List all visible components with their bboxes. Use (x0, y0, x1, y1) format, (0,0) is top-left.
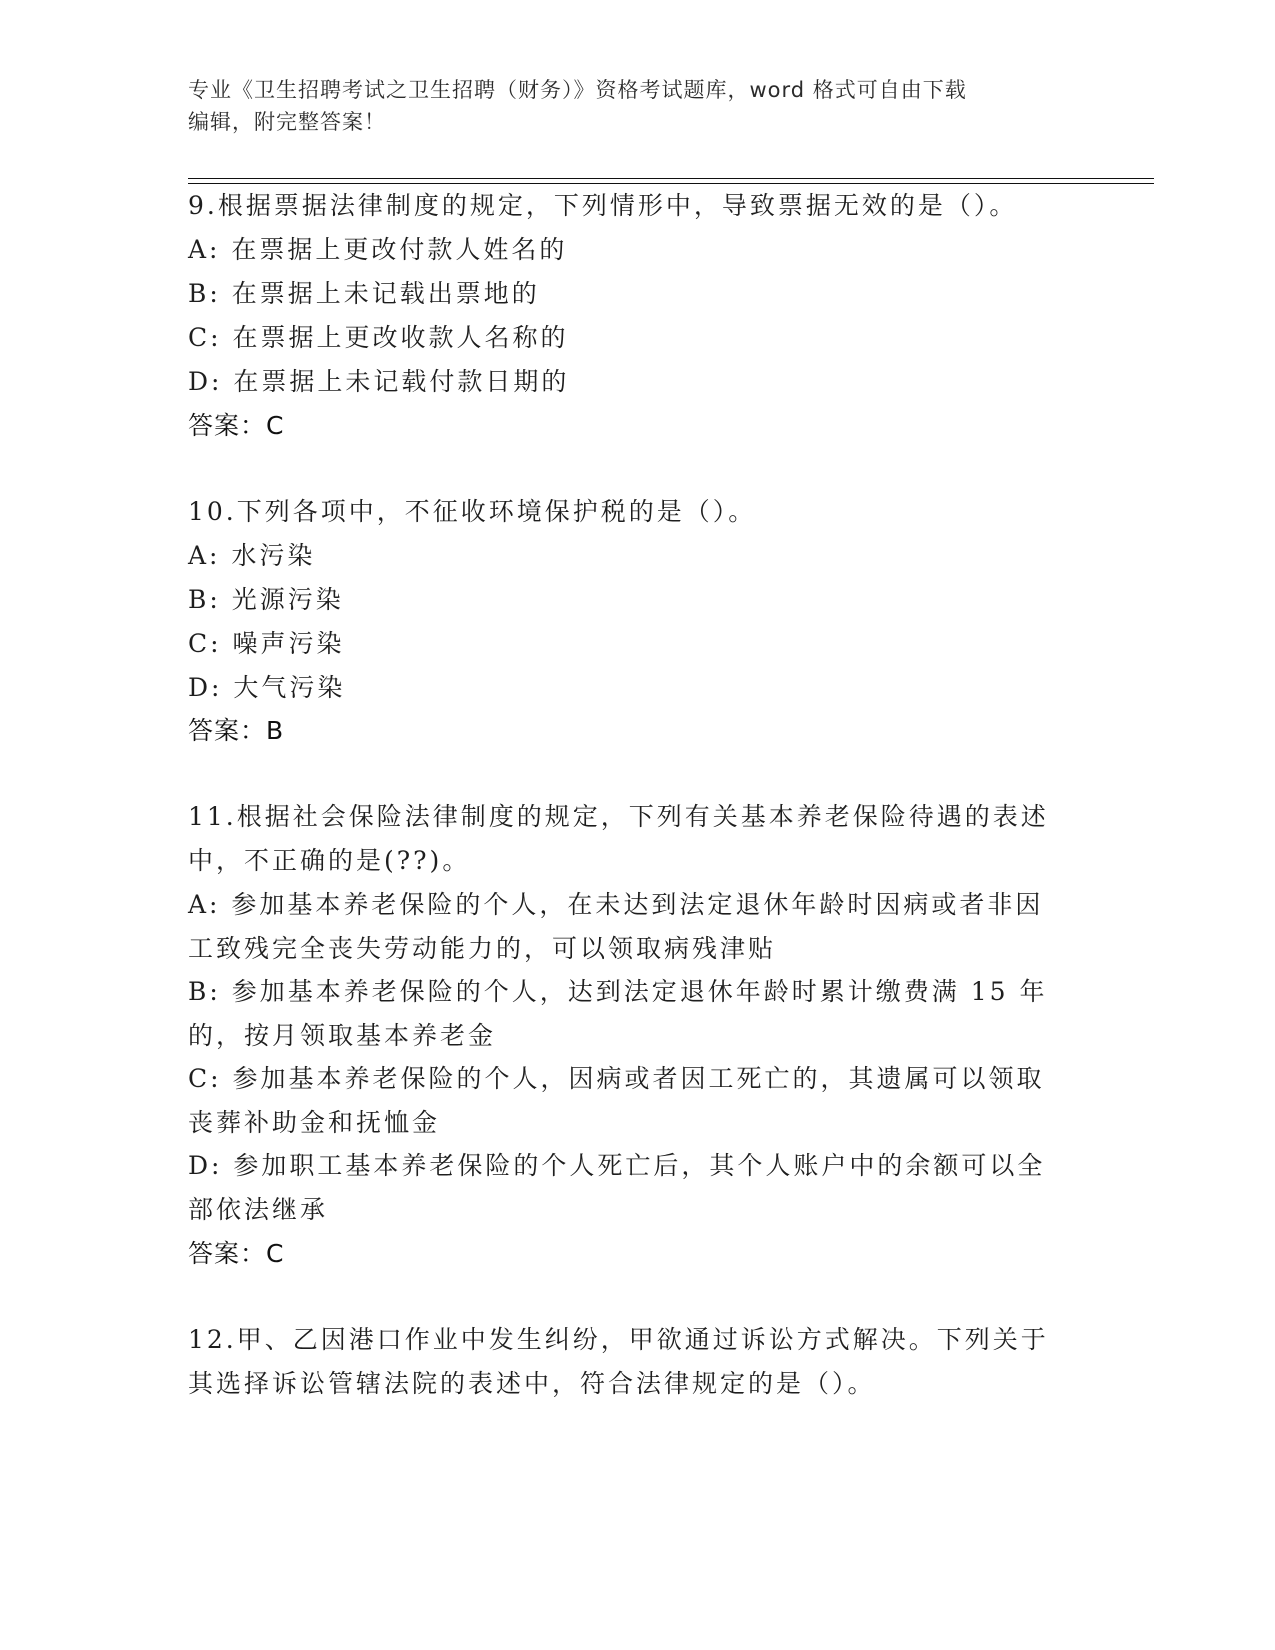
answer: 答案：C (188, 1239, 285, 1268)
question-stem-line-1: 12.甲、乙因港口作业中发生纠纷，甲欲通过诉讼方式解决。下列关于 (188, 1325, 1049, 1354)
option-d: D: 在票据上未记载付款日期的 (188, 367, 570, 396)
header-divider-bottom (188, 183, 1154, 184)
answer: 答案：C (188, 411, 285, 440)
option-b-line-2: 的，按月领取基本养老金 (188, 1021, 497, 1050)
option-d-line-1: D: 参加职工基本养老保险的个人死亡后，其个人账户中的余额可以全 (188, 1151, 1046, 1180)
question-stem-line-1: 11.根据社会保险法律制度的规定，下列有关基本养老保险待遇的表述 (188, 802, 1049, 831)
option-d-line-2: 部依法继承 (188, 1195, 329, 1224)
option-c: C: 噪声污染 (188, 629, 345, 658)
option-a: A: 在票据上更改付款人姓名的 (188, 235, 568, 264)
question-stem: 10.下列各项中，不征收环境保护税的是（）。 (188, 497, 757, 526)
option-d: D: 大气污染 (188, 673, 346, 702)
option-c-line-2: 丧葬补助金和抚恤金 (188, 1108, 441, 1137)
question-stem-line-2: 中，不正确的是(??)。 (188, 846, 471, 875)
header-divider-top (188, 178, 1154, 179)
option-b-line-1: B: 参加基本养老保险的个人，达到法定退休年龄时累计缴费满 15 年 (188, 977, 1048, 1006)
question-stem: 9.根据票据法律制度的规定，下列情形中，导致票据无效的是（）。 (188, 191, 1018, 220)
header-line-2: 编辑，附完整答案！ (188, 110, 386, 134)
option-a: A: 水污染 (188, 541, 316, 570)
option-c-line-1: C: 参加基本养老保险的个人，因病或者因工死亡的，其遗属可以领取 (188, 1064, 1045, 1093)
question-stem-line-2: 其选择诉讼管辖法院的表述中，符合法律规定的是（）。 (188, 1369, 876, 1398)
option-c: C: 在票据上更改收款人名称的 (188, 323, 569, 352)
option-a-line-2: 工致残完全丧失劳动能力的，可以领取病残津贴 (188, 934, 777, 963)
document-header (188, 74, 1068, 138)
option-b: B: 光源污染 (188, 585, 344, 614)
option-a-line-1: A: 参加基本养老保险的个人，在未达到法定退休年龄时因病或者非因 (188, 890, 1044, 919)
header-line-1: 专业《卫生招聘考试之卫生招聘（财务）》资格考试题库，word 格式可自由下载 (188, 78, 967, 102)
option-b: B: 在票据上未记载出票地的 (188, 279, 540, 308)
answer: 答案：B (188, 716, 285, 745)
